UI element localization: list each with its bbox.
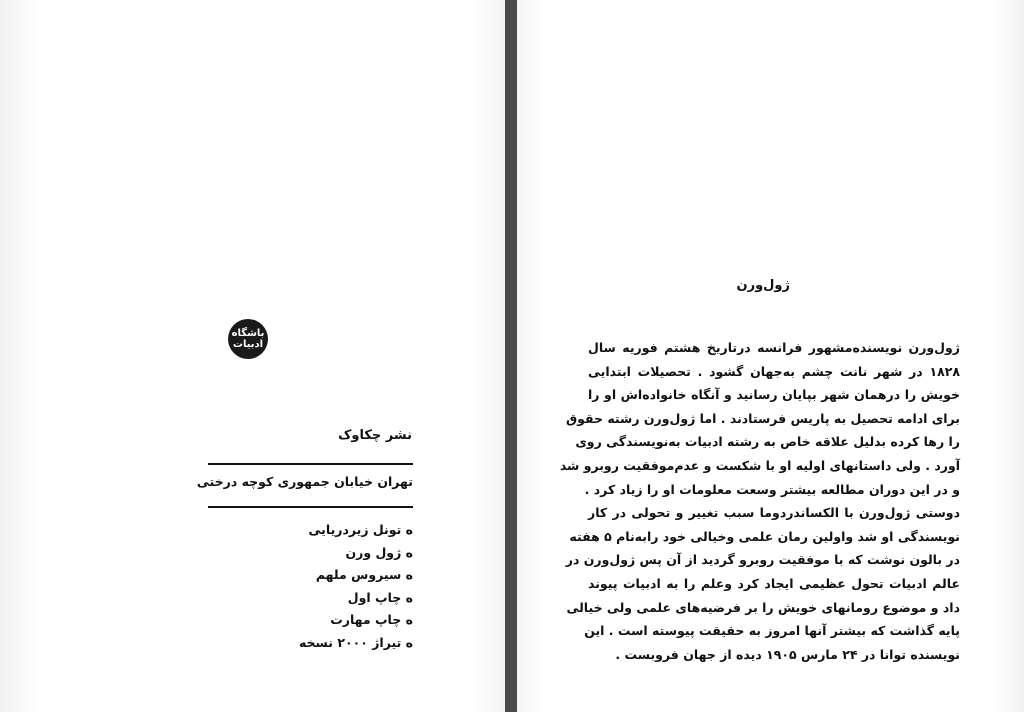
- body-line: پایه گذاشت که بیشتر آنها امروز به حقیقت پیوسته است . این: [584, 623, 960, 639]
- body-paragraph: [559, 336, 960, 666]
- credit-item: ه سیروس ملهم: [315, 567, 413, 582]
- credit-item: ه ژول ورن: [345, 544, 413, 560]
- body-line: خویش را درهمان شهر بپایان رسانید و آنگاه خانواده‌اش او را: [588, 387, 960, 403]
- body-line: ژول‌ورن نویسنده‌مشهور فرانسه درتاریخ هشتم فوریه سال: [588, 340, 960, 355]
- body-line: و در این دوران مطالعه بیشتر وسعت معلومات او را زیاد کرد .: [584, 481, 960, 497]
- credit-item: ه چاپ اول: [347, 589, 413, 605]
- body-line: داد و موضوع رومانهای خویش را بر فرضیه‌های علمی ولی خیالی: [566, 599, 960, 615]
- divider-bottom: [208, 506, 413, 508]
- credit-item: ه تونل زیردریایی: [308, 522, 413, 537]
- book-gutter: [505, 0, 517, 712]
- publisher-logo: [228, 319, 268, 359]
- credits-list: [260, 519, 413, 654]
- body-line: برای ادامه تحصیل به پاریس فرستادند . اما ژول‌ورن رشته حقوق: [565, 410, 960, 426]
- credit-item: ه تیراژ ۲۰۰۰ نسخه: [298, 634, 413, 650]
- body-line: را رها کرده بدلیل علاقه خاص به رشته ادبیات به‌نویسندگی روی: [575, 434, 960, 450]
- chapter-title: ژول‌ورن: [736, 278, 790, 293]
- right-page-edge-shadow: [990, 0, 1024, 712]
- publisher-name: نشر چکاوک: [338, 428, 412, 443]
- publisher-address: تهران خیابان جمهوری کوچه درختی: [196, 474, 413, 489]
- logo-text-line1: باشگاه: [231, 328, 265, 339]
- body-line: نویسنده توانا در ۲۴ مارس ۱۹۰۵ دیده از جهان فروبست .: [615, 646, 960, 662]
- body-line: عالم ادبیات تحول عظیمی ایجاد کرد وعلم را به ادبیات پیوند: [588, 575, 960, 591]
- body-line: ۱۸۲۸ در شهر نانت چشم به‌جهان گشود . تحصیلات ابتدایی: [588, 363, 960, 379]
- divider-top: [208, 463, 413, 465]
- body-line: دوستی ژول‌ورن با الکساندردوما سبب تغییر و تحولی در کار: [588, 505, 960, 521]
- body-line: در بالون نوشت که با موفقیت روبرو گردید از آن پس ژول‌ورن در: [565, 552, 960, 568]
- credit-item: ه چاپ مهارت: [330, 612, 413, 627]
- logo-text-line2: ادبیات: [232, 339, 264, 350]
- left-page-gutter-shadow: [470, 0, 505, 712]
- right-page-gutter-shadow: [517, 0, 547, 712]
- left-page-edge-shadow: [0, 0, 42, 712]
- body-line: آورد . ولی داستانهای اولیه او با شکست و عدم‌موفقیت روبرو شد: [559, 457, 960, 473]
- body-line: نویسندگی او شد واولین رمان علمی وخیالی خود رابه‌نام ۵ هفته: [569, 528, 960, 544]
